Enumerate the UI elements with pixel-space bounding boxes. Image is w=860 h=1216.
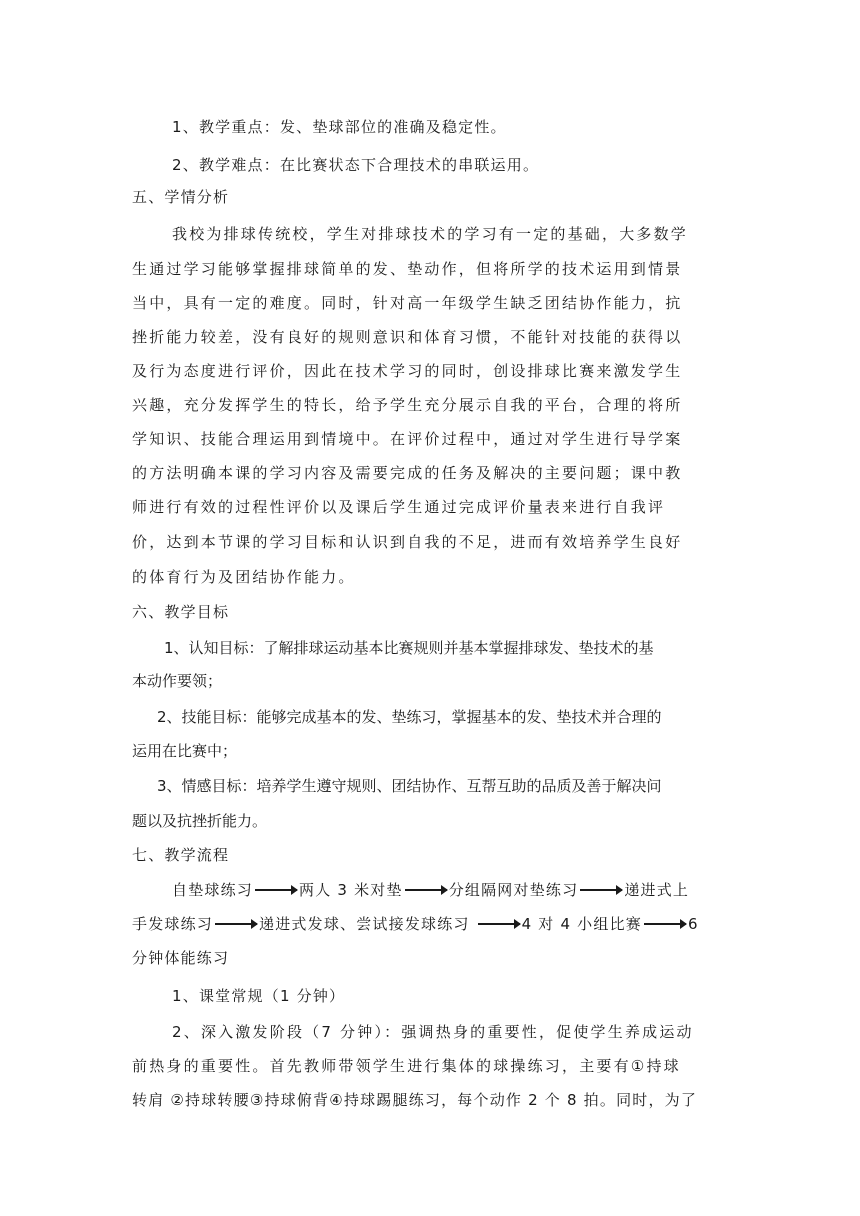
paragraph-line: 转肩 ②持球转腰③持球俯背④持球踢腿练习，每个动作 2 个 8 拍。同时，为了 [132,1091,698,1109]
flow-step: 手发球练习 [132,915,214,933]
flow-step: 递进式上 [624,881,690,899]
paragraph-line: 2、深入激发阶段（7 分钟）：强调热身的重要性，促使学生养成运动 [172,1023,694,1041]
paragraph-line: 1、课堂常规（1 分钟） [172,987,346,1005]
flow-line-3: 分钟体能练习 [132,949,230,967]
paragraph-line: 当中，具有一定的难度。同时，针对高一年级学生缺乏团结协作能力，抗 [132,294,683,312]
flow-step: 4 对 4 小组比赛 [521,915,642,933]
arrow-icon [215,923,257,925]
paragraph-line: 学知识、技能合理运用到情境中。在评价过程中，通过对学生进行导学案 [132,430,683,448]
section-heading-7: 七、教学流程 [132,846,230,864]
section-heading-5: 五、学情分析 [132,188,230,206]
objective-line: 本动作要领； [132,672,223,690]
paragraph-line: 师进行有效的过程性评价以及课后学生通过完成评价量表来进行自我评 [132,498,666,516]
arrow-icon [478,923,520,925]
objective-line: 2、技能目标：能够完成基本的发、垫练习，掌握基本的发、垫技术并合理的 [157,708,662,726]
section-heading-6: 六、教学目标 [132,603,230,621]
key-point-line: 1、教学重点：发、垫球部位的准确及稳定性。 [172,118,507,136]
paragraph-line: 价，达到本节课的学习目标和认识到自我的不足，进而有效培养学生良好 [132,533,683,551]
objective-line: 运用在比赛中； [132,742,238,760]
objective-line: 题以及抗挫折能力。 [132,812,268,830]
paragraph-line: 及行为态度进行评价，因此在技术学习的同时，创设排球比赛来激发学生 [132,362,683,380]
arrow-icon [580,889,622,891]
paragraph-line: 挫折能力较差，没有良好的规则意识和体育习惯，不能针对技能的获得以 [132,328,683,346]
paragraph-line: 兴趣，充分发挥学生的特长，给予学生充分展示自我的平台，合理的将所 [132,396,683,414]
paragraph-line: 生通过学习能够掌握排球简单的发、垫动作，但将所学的技术运用到情景 [132,260,683,278]
flow-line-1 [172,880,689,900]
flow-step: 自垫球练习 [172,881,254,899]
arrow-icon [405,889,447,891]
arrow-icon [255,889,297,891]
paragraph-line: 前热身的重要性。首先教师带领学生进行集体的球操练习，主要有①持球 [132,1057,681,1075]
difficulty-line: 2、教学难点：在比赛状态下合理技术的串联运用。 [172,156,540,174]
paragraph-line: 的体育行为及团结协作能力。 [132,568,356,586]
paragraph-line: 我校为排球传统校，学生对排球技术的学习有一定的基础，大多数学 [172,225,689,243]
flow-line-2 [132,914,699,934]
flow-step: 递进式发球、尝试接发球练习 [259,915,476,933]
objective-line: 1、认知目标：了解排球运动基本比赛规则并基本掌握排球发、垫技术的基 [164,639,654,657]
arrow-icon [644,923,686,925]
flow-step: 6 [688,915,699,933]
paragraph-line: 的方法明确本课的学习内容及需要完成的任务及解决的主要问题；课中教 [132,464,683,482]
objective-line: 3、情感目标：培养学生遵守规则、团结协作、互帮互助的品质及善于解决问 [157,777,662,795]
flow-step: 两人 3 米对垫 [299,881,403,899]
flow-step: 分组隔网对垫练习 [448,881,579,899]
